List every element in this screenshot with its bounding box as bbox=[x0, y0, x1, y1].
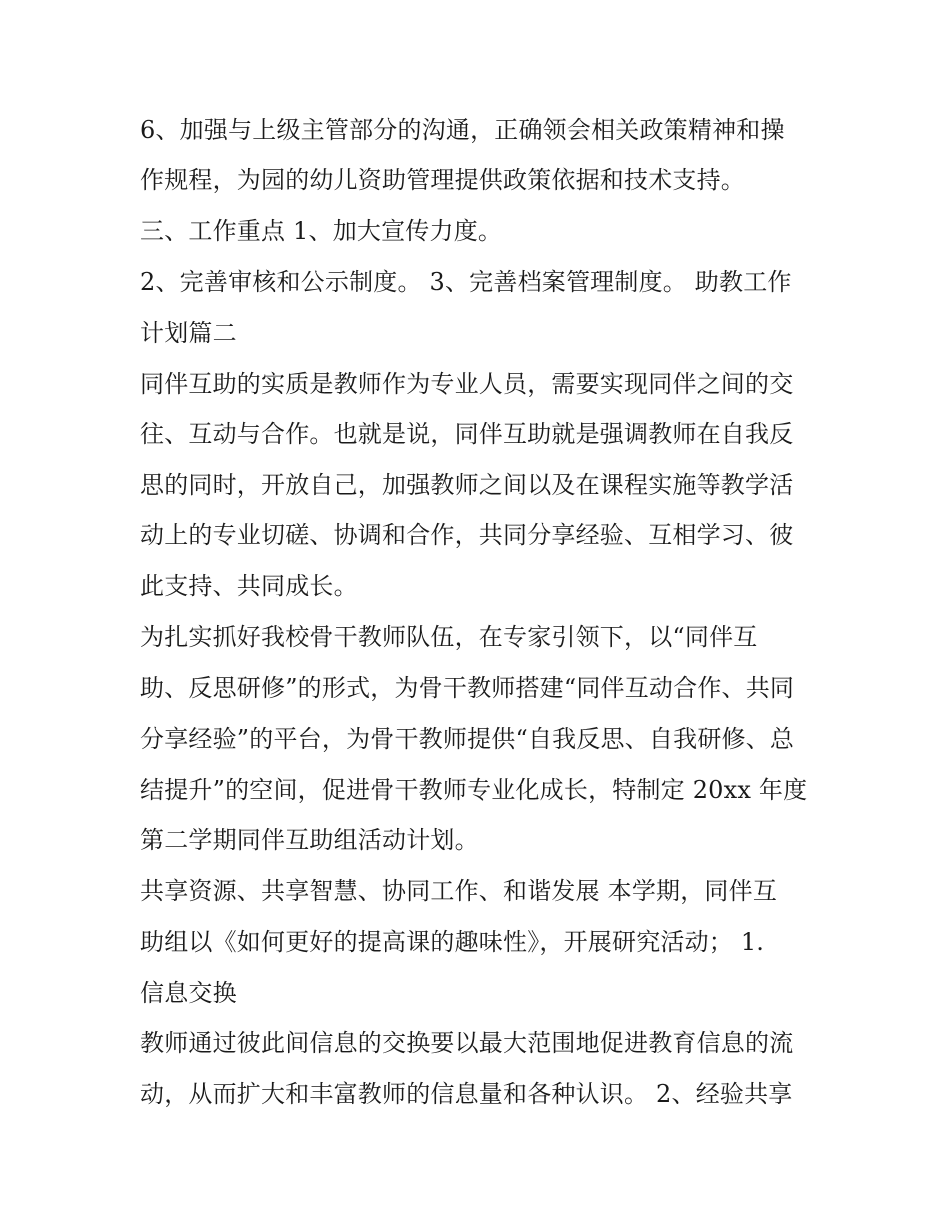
text-line: 助组以《如何更好的提高课的趣味性》，开展研究活动； 1. bbox=[140, 928, 765, 956]
text-line: 教师通过彼此间信息的交换要以最大范围地促进教育信息的流 bbox=[140, 1029, 794, 1057]
text-line: 结提升”的空间，促进骨干教师专业化成长，特制定 20xx 年度 bbox=[140, 776, 808, 804]
text-line: 分享经验”的平台，为骨干教师提供“自我反思、自我研修、总 bbox=[140, 725, 795, 753]
text-line: 2、完善审核和公示制度。 3、完善档案管理制度。 助教工作 bbox=[140, 268, 792, 296]
text-line: 计划篇二 bbox=[140, 319, 237, 347]
text-line: 此支持、共同成长。 bbox=[140, 572, 358, 600]
text-line: 往、互动与合作。也就是说，同伴互助就是强调教师在自我反 bbox=[140, 420, 794, 448]
text-line: 动上的专业切磋、协调和合作，共同分享经验、互相学习、彼 bbox=[140, 521, 794, 549]
text-line: 助、反思研修”的形式，为骨干教师搭建“同伴互动合作、共同 bbox=[140, 674, 795, 702]
text-line: 6、加强与上级主管部分的沟通，正确领会相关政策精神和操 bbox=[140, 116, 785, 144]
text-line: 思的同时，开放自己，加强教师之间以及在课程实施等教学活 bbox=[140, 471, 794, 499]
text-line: 为扎实抓好我校骨干教师队伍，在专家引领下，以“同伴互 bbox=[140, 623, 758, 651]
text-line: 三、工作重点 1、加大宣传力度。 bbox=[140, 217, 503, 245]
text-line: 共享资源、共享智慧、协同工作、和谐发展 本学期，同伴互 bbox=[140, 877, 778, 905]
text-line: 第二学期同伴互助组活动计划。 bbox=[140, 826, 479, 854]
text-line: 动，从而扩大和丰富教师的信息量和各种认识。 2、经验共享 bbox=[140, 1080, 793, 1108]
text-line: 同伴互助的实质是教师作为专业人员，需要实现同伴之间的交 bbox=[140, 370, 794, 398]
text-line: 作规程，为园的幼儿资助管理提供政策依据和技术支持。 bbox=[140, 166, 745, 194]
text-line: 信息交换 bbox=[140, 979, 237, 1007]
